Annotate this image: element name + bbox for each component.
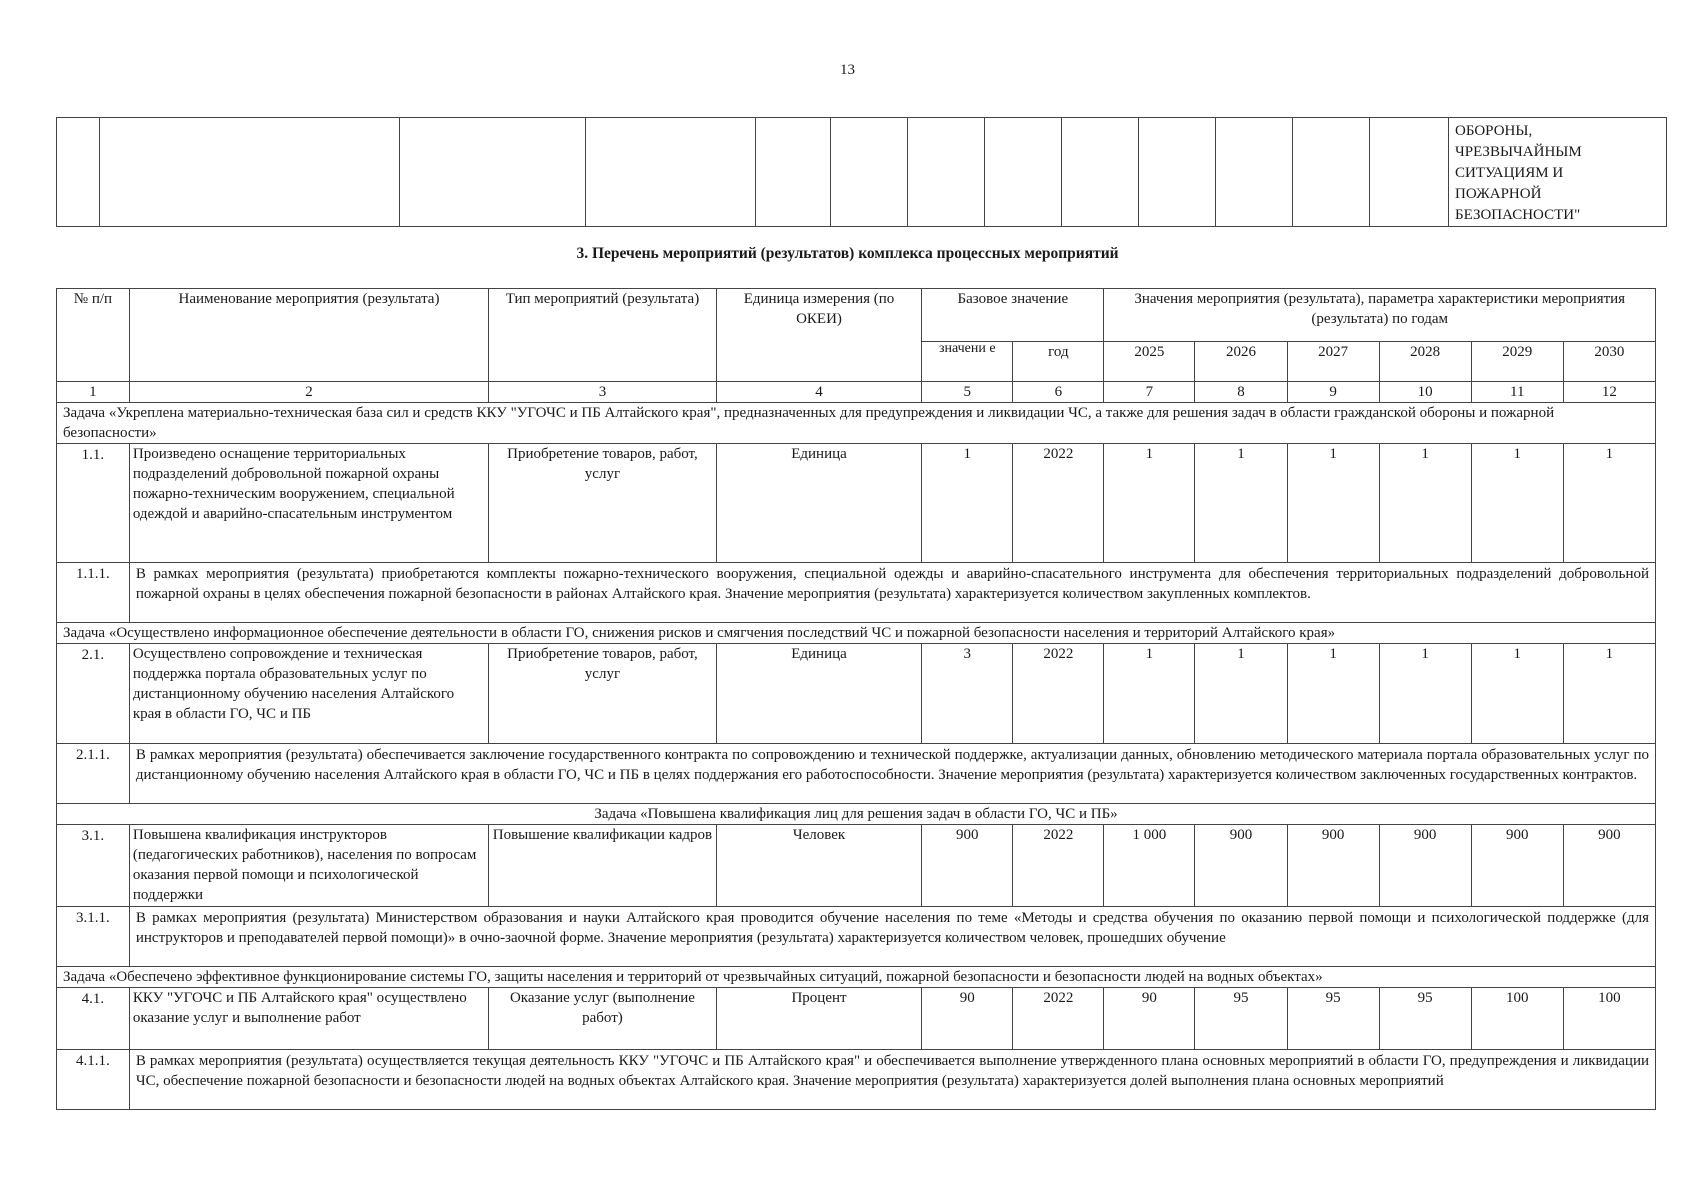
empty-cell bbox=[586, 118, 756, 227]
item-base-year: 2022 bbox=[1013, 988, 1104, 1050]
header-year: 2030 bbox=[1563, 342, 1655, 382]
header-base: Базовое значение bbox=[922, 289, 1104, 342]
item-value-2029: 100 bbox=[1471, 988, 1563, 1050]
section-title: 3. Перечень мероприятий (результатов) комплекса процессных мероприятий bbox=[576, 245, 1119, 262]
header-num: № п/п bbox=[57, 289, 130, 382]
org-line: ПОЖАРНОЙ bbox=[1455, 186, 1542, 202]
item-name: Повышена квалификация инструкторов (педагогических работников), населения по вопросам оказания первой помощи и психологической поддержки bbox=[129, 825, 488, 907]
item-value-2028: 1 bbox=[1379, 644, 1471, 744]
task-text: «Обеспечено эффективное функционирование системы ГО, защиты населения и территорий от чрезвычайных ситуаций, пожарной безопасности и безопасности людей на водных объектах» bbox=[108, 969, 1323, 985]
header-year: 2028 bbox=[1379, 342, 1471, 382]
task-row bbox=[57, 403, 1656, 444]
column-number: 11 bbox=[1471, 382, 1563, 403]
desc-text: В рамках мероприятия (результата) Министерством образования и науки Алтайского края проводится обучение населения по теме «Методы и средства обучения по оказанию первой помощи и психологической поддержке (для инструкторов и преподавателей первой помощи)» в очно-заочной форме. Значение мероприятия (результата) характеризуется количеством человек, прошедших обучение bbox=[129, 907, 1655, 967]
item-value-2028: 900 bbox=[1379, 825, 1471, 907]
item-value-2029: 1 bbox=[1471, 444, 1563, 563]
column-number: 2 bbox=[129, 382, 488, 403]
item-value-2029: 900 bbox=[1471, 825, 1563, 907]
item-unit: Единица bbox=[716, 444, 921, 563]
item-unit: Человек bbox=[716, 825, 921, 907]
task-text: «Укреплена материально-техническая база сил и средств ККУ "УГОЧС и ПБ Алтайского края", предназначенных для предупреждения и ликвидации ЧС, а также для решения задач в области гражданской обороны и пожарной безопасности» bbox=[63, 405, 1555, 441]
column-number: 9 bbox=[1287, 382, 1379, 403]
task-text: Задача «Повышена квалификация лиц для решения задач в области ГО, ЧС и ПБ» bbox=[594, 806, 1118, 822]
activities-table bbox=[56, 288, 1656, 1110]
item-base-year: 2022 bbox=[1013, 825, 1104, 907]
empty-cell bbox=[1370, 118, 1449, 227]
empty-cell bbox=[1293, 118, 1370, 227]
desc-text: В рамках мероприятия (результата) осуществляется текущая деятельность ККУ "УГОЧС и ПБ Алтайского края" и обеспечивается выполнение утвержденного плана основных мероприятий в области ГО, предупреждения и ликвидации ЧС, обеспечение пожарной безопасности и безопасности людей на водных объектах Алтайского края. Значение мероприятия (результата) характеризуется долей выполнения плана основных мероприятий bbox=[129, 1050, 1655, 1110]
task-label: Задача bbox=[63, 625, 106, 641]
empty-cell bbox=[400, 118, 586, 227]
item-value-2028: 1 bbox=[1379, 444, 1471, 563]
responsible-org-cell bbox=[1449, 118, 1667, 227]
item-value-2026: 95 bbox=[1195, 988, 1287, 1050]
item-base-year: 2022 bbox=[1013, 444, 1104, 563]
page-number: 13 bbox=[840, 62, 855, 78]
header-name: Наименование мероприятия (результата) bbox=[129, 289, 488, 382]
empty-cell bbox=[756, 118, 831, 227]
item-base-value: 900 bbox=[922, 825, 1013, 907]
item-value-2027: 95 bbox=[1287, 988, 1379, 1050]
header-base-value: значени е bbox=[922, 342, 1013, 382]
item-value-2029: 1 bbox=[1471, 644, 1563, 744]
column-number: 7 bbox=[1104, 382, 1195, 403]
empty-cell bbox=[985, 118, 1062, 227]
item-value-2025: 1 bbox=[1104, 444, 1195, 563]
empty-cell bbox=[1216, 118, 1293, 227]
column-number: 1 bbox=[57, 382, 130, 403]
desc-text: В рамках мероприятия (результата) приобретаются комплекты пожарно-технического вооружения, специальной одежды и аварийно-спасательного инструмента для обеспечения территориальных подразделений добровольной пожарной охраны в целях обеспечения пожарной безопасности в районах Алтайского края. Значение мероприятия (результата) характеризуется количеством закупленных комплектов. bbox=[129, 563, 1655, 623]
item-base-value: 1 bbox=[922, 444, 1013, 563]
item-value-2025: 1 bbox=[1104, 644, 1195, 744]
item-value-2027: 1 bbox=[1287, 644, 1379, 744]
column-number: 6 bbox=[1013, 382, 1104, 403]
item-base-value: 90 bbox=[922, 988, 1013, 1050]
header-type: Тип мероприятий (результата) bbox=[489, 289, 717, 382]
task-label: Задача bbox=[63, 405, 106, 421]
item-value-2028: 95 bbox=[1379, 988, 1471, 1050]
task-row bbox=[57, 623, 1656, 644]
task-label: Задача bbox=[63, 969, 106, 985]
item-value-2030: 1 bbox=[1563, 644, 1655, 744]
column-number: 8 bbox=[1195, 382, 1287, 403]
item-type: Повышение квалификации кадров bbox=[489, 825, 717, 907]
column-number: 12 bbox=[1563, 382, 1655, 403]
item-number: 1.1. bbox=[57, 444, 130, 563]
item-number: 2.1. bbox=[57, 644, 130, 744]
header-values-group: Значения мероприятия (результата), параметра характеристики мероприятия (результата) по годам bbox=[1104, 289, 1656, 342]
header-year: 2029 bbox=[1471, 342, 1563, 382]
task-row bbox=[57, 967, 1656, 988]
desc-number: 1.1.1. bbox=[57, 563, 130, 623]
item-name: Осуществлено сопровождение и техническая поддержка портала образовательных услуг по дистанционному обучению населения Алтайского края в области ГО, ЧС и ПБ bbox=[129, 644, 488, 744]
empty-cell bbox=[831, 118, 908, 227]
item-number: 3.1. bbox=[57, 825, 130, 907]
header-year: 2025 bbox=[1104, 342, 1195, 382]
item-unit: Единица bbox=[716, 644, 921, 744]
header-year: 2027 bbox=[1287, 342, 1379, 382]
item-unit: Процент bbox=[716, 988, 921, 1050]
empty-cell bbox=[908, 118, 985, 227]
column-number: 4 bbox=[716, 382, 921, 403]
item-value-2030: 100 bbox=[1563, 988, 1655, 1050]
task-row bbox=[57, 804, 1656, 825]
org-line: БЕЗОПАСНОСТИ" bbox=[1455, 207, 1581, 223]
item-base-year: 2022 bbox=[1013, 644, 1104, 744]
desc-number: 3.1.1. bbox=[57, 907, 130, 967]
column-number: 3 bbox=[489, 382, 717, 403]
item-name: ККУ "УГОЧС и ПБ Алтайского края" осуществлено оказание услуг и выполнение работ bbox=[129, 988, 488, 1050]
item-type: Приобретение товаров, работ, услуг bbox=[489, 444, 717, 563]
item-value-2026: 1 bbox=[1195, 444, 1287, 563]
item-base-value: 3 bbox=[922, 644, 1013, 744]
desc-number: 4.1.1. bbox=[57, 1050, 130, 1110]
item-number: 4.1. bbox=[57, 988, 130, 1050]
item-value-2025: 1 000 bbox=[1104, 825, 1195, 907]
item-value-2030: 1 bbox=[1563, 444, 1655, 563]
item-value-2025: 90 bbox=[1104, 988, 1195, 1050]
item-type: Приобретение товаров, работ, услуг bbox=[489, 644, 717, 744]
item-type: Оказание услуг (выполнение работ) bbox=[489, 988, 717, 1050]
continued-table-fragment bbox=[56, 117, 1667, 227]
empty-cell bbox=[1139, 118, 1216, 227]
item-name: Произведено оснащение территориальных подразделений добровольной пожарной охраны пожарно-техническим вооружением, специальной одеждой и аварийно-спасательным инструментом bbox=[129, 444, 488, 563]
header-year: 2026 bbox=[1195, 342, 1287, 382]
item-value-2030: 900 bbox=[1563, 825, 1655, 907]
org-line: СИТУАЦИЯМ И bbox=[1455, 165, 1564, 181]
desc-text: В рамках мероприятия (результата) обеспечивается заключение государственного контракта по сопровождению и технической поддержке, актуализации данных, обновлению методического материала портала образовательных услуг по дистанционному обучению населения Алтайского края в области ГО, ЧС и ПБ в целях поддержания его работоспособности. Значение мероприятия (результата) характеризуется количеством заключенных государственных контрактов. bbox=[129, 744, 1655, 804]
org-line: ОБОРОНЫ, bbox=[1455, 123, 1533, 139]
column-number: 10 bbox=[1379, 382, 1471, 403]
desc-number: 2.1.1. bbox=[57, 744, 130, 804]
org-line: ЧРЕЗВЫЧАЙНЫМ bbox=[1455, 144, 1582, 160]
item-value-2026: 1 bbox=[1195, 644, 1287, 744]
column-number: 5 bbox=[922, 382, 1013, 403]
item-value-2027: 900 bbox=[1287, 825, 1379, 907]
header-base-year: год bbox=[1013, 342, 1104, 382]
header-unit: Единица измерения (по ОКЕИ) bbox=[716, 289, 921, 382]
task-text: «Осуществлено информационное обеспечение деятельности в области ГО, снижения рисков и смягчения последствий ЧС и пожарной безопасности населения и территорий Алтайского края» bbox=[108, 625, 1336, 641]
item-value-2026: 900 bbox=[1195, 825, 1287, 907]
item-value-2027: 1 bbox=[1287, 444, 1379, 563]
empty-cell bbox=[100, 118, 400, 227]
empty-cell bbox=[1062, 118, 1139, 227]
empty-cell bbox=[57, 118, 100, 227]
